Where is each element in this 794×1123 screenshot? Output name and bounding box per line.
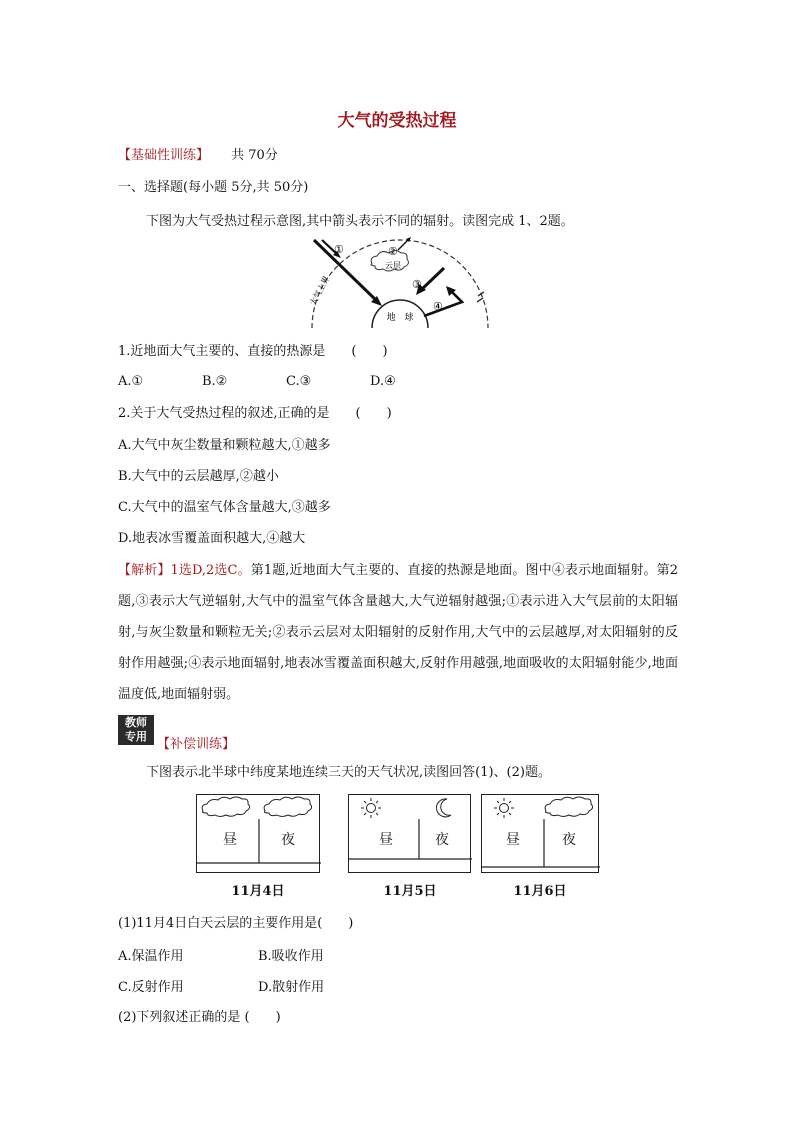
day-label: 昼 (223, 832, 237, 848)
weather-box-day1 (196, 794, 320, 873)
sq1-option-a[interactable]: A.保温作用 (118, 949, 184, 964)
sq1-option-d[interactable]: D.散射作用 (258, 980, 325, 995)
date-label-day1: 11月4日 (231, 884, 285, 899)
teacher-badge-line2: 专用 (125, 730, 147, 743)
day-label: 昼 (506, 832, 520, 848)
label-3: ③ (412, 278, 422, 291)
weather-box-day2 (348, 794, 471, 873)
q2-option-b[interactable]: B.大气中的云层越厚,②越小 (118, 469, 279, 484)
cloud-icon (545, 797, 593, 817)
label-2: ② (388, 245, 398, 258)
q1-option-b[interactable]: B.② (202, 374, 228, 389)
sun-icon (494, 798, 514, 818)
weather-intro: 下图表示北半球中纬度某地连续三天的天气状况,读图回答(1)、(2)题。 (146, 765, 551, 780)
arrow-ground-radiation (424, 290, 462, 316)
sq1-option-b[interactable]: B.吸收作用 (258, 949, 324, 964)
part-heading: 一、选择题(每小题 5分,共 50分) (118, 180, 309, 195)
label-4: ④ (433, 300, 443, 313)
sq2-stem: (2)下列叙述正确的是 ( ) (118, 1010, 281, 1025)
q1-stem: 1.近地面大气主要的、直接的热源是 ( ) (118, 344, 388, 359)
analysis-paragraph (118, 555, 678, 710)
analysis-label: 【解析】 (118, 563, 171, 578)
sun-icon (361, 798, 381, 818)
night-label: 夜 (435, 832, 449, 848)
sq1-stem: (1)11月4日白天云层的主要作用是( ) (118, 916, 354, 931)
q2-option-c[interactable]: C.大气中的温室气体含量越大,③越多 (118, 500, 331, 515)
moon-icon (437, 799, 451, 817)
cloud-label: 云层 (385, 261, 401, 270)
q2-stem: 2.关于大气受热过程的叙述,正确的是 ( ) (118, 406, 392, 421)
label-1: ① (334, 243, 344, 256)
cloud-icon (264, 797, 312, 817)
sq1-option-c[interactable]: C.反射作用 (118, 980, 184, 995)
section-label: 【基础性训练】 (118, 148, 210, 163)
cloud-icon (202, 797, 250, 817)
teacher-badge (118, 715, 154, 745)
night-label: 夜 (281, 832, 295, 848)
analysis-answer: 1选D,2选C。 (170, 563, 251, 578)
q2-option-a[interactable]: A.大气中灰尘数量和颗粒越大,①越多 (118, 438, 331, 453)
atmosphere-heating-diagram (300, 236, 500, 330)
q2-option-d[interactable]: D.地表冰雪覆盖面积越大,④越大 (118, 531, 306, 546)
section-header (118, 146, 278, 166)
section-score: 共 70分 (231, 148, 278, 163)
supplement-label: 【补偿训练】 (157, 737, 236, 752)
earth-label: 地 球 (386, 313, 414, 323)
question-intro: 下图为大气受热过程示意图,其中箭头表示不同的辐射。读图完成 1、2题。 (146, 214, 574, 229)
day-label: 昼 (379, 832, 393, 848)
q1-option-d[interactable]: D.④ (370, 374, 396, 389)
teacher-badge-line1: 教师 (125, 716, 147, 729)
page-title: 大气的受热过程 (337, 111, 457, 131)
atmosphere-label: 大气上界 (308, 274, 332, 308)
date-label-day3: 11月6日 (513, 884, 567, 899)
analysis-text: 第1题,近地面大气主要的、直接的热源是地面。图中④表示地面辐射。第2题,③表示大气逆辐射,大气中的温室气体含量越大,大气逆辐射越强;①表示进入大气层前的太阳辐射,与灰尘数量和颗粒无关;②表示云层对太阳辐射的反射作用,大气中的云层越厚,对太阳辐射的反射作用越强;④表示地面辐射,地表冰雪覆盖面积越大,反射作用越强,地面吸收的太阳辐射能少,地面温度低,地面辐射弱。 (118, 563, 678, 702)
date-label-day2: 11月5日 (383, 884, 437, 899)
q1-option-a[interactable]: A.① (118, 374, 144, 389)
q1-option-c[interactable]: C.③ (286, 374, 312, 389)
arrow-atmospheric-counter-radiation (420, 268, 444, 291)
weather-box-day3 (481, 794, 599, 873)
night-label: 夜 (562, 832, 576, 848)
